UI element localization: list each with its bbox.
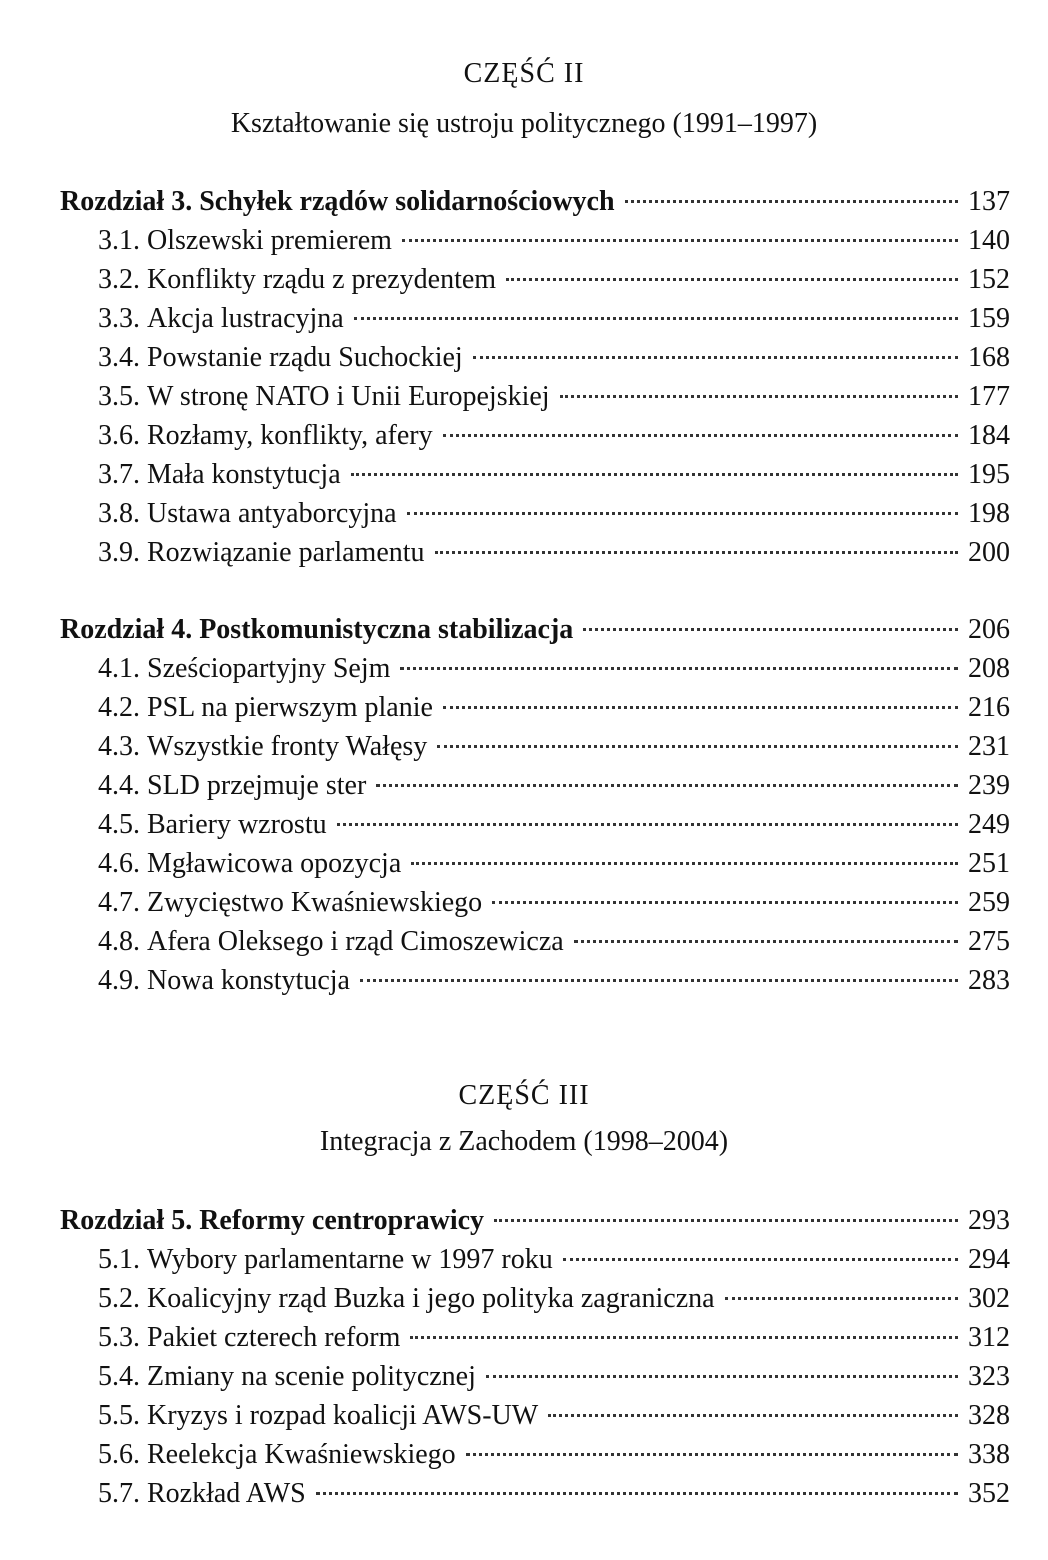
page-number: 302 [968,1283,1010,1314]
part-title: CZĘŚĆ II [463,58,585,89]
page-number: 206 [968,614,1010,645]
dot-leader [354,317,958,320]
dot-leader [360,979,958,982]
dot-leader [506,278,958,281]
dot-leader [563,1258,958,1261]
section-number: 3.6. [98,420,140,451]
section-title: Zmiany na scenie politycznej [147,1361,476,1392]
section-number: 5.3. [98,1322,140,1353]
page-number: 216 [968,692,1010,723]
section-number: 4.1. [98,653,140,684]
section-number: 3.5. [98,381,140,412]
dot-leader [583,628,958,631]
section-title: SLD przejmuje ster [147,770,367,801]
section-number: 4.5. [98,809,140,840]
toc-section-row[interactable] [98,806,1010,844]
toc-section-row[interactable] [98,1241,1010,1279]
page-number: 168 [968,342,1010,373]
page-number: 195 [968,459,1010,490]
dot-leader [492,901,958,904]
page-number: 249 [968,809,1010,840]
part-subtitle: Kształtowanie się ustroju politycznego (1991–1997) [230,108,818,139]
dot-leader [437,745,958,748]
section-title: Konflikty rządu z prezydentem [147,264,497,295]
section-title: Rozwiązanie parlamentu [147,537,425,568]
chapter-title: Rozdział 5. Reformy centroprawicy [60,1205,485,1236]
toc-section-row[interactable] [98,845,1010,883]
section-number: 5.5. [98,1400,140,1431]
dot-leader [625,200,958,203]
toc-section-row[interactable] [98,300,1010,338]
section-number: 4.2. [98,692,140,723]
page-number: 251 [968,848,1010,879]
toc-section-row[interactable] [98,1397,1010,1435]
part-subtitle: Integracja z Zachodem (1998–2004) [319,1126,729,1157]
section-number: 3.3. [98,303,140,334]
section-title: Kryzys i rozpad koalicji AWS-UW [147,1400,539,1431]
toc-section-row[interactable] [98,1436,1010,1474]
section-number: 5.6. [98,1439,140,1470]
section-number: 3.4. [98,342,140,373]
toc-section-row[interactable] [98,534,1010,572]
page-number: 137 [968,186,1010,217]
section-number: 3.2. [98,264,140,295]
toc-section-row[interactable] [98,884,1010,922]
section-title: Mała konstytucja [147,459,341,490]
dot-leader [574,940,958,943]
section-number: 3.8. [98,498,140,529]
section-title: W stronę NATO i Unii Europejskiej [147,381,550,412]
dot-leader [407,512,958,515]
toc-section-row[interactable] [98,261,1010,299]
section-title: Bariery wzrostu [147,809,327,840]
section-title: Rozkład AWS [147,1478,306,1509]
dot-leader [560,395,958,398]
page-number: 200 [968,537,1010,568]
toc-section-row[interactable] [98,495,1010,533]
section-title: Ustawa antyaborcyjna [147,498,397,529]
page-number: 338 [968,1439,1010,1470]
dot-leader [486,1375,958,1378]
section-title: Zwycięstwo Kwaśniewskiego [147,887,483,918]
section-title: Koalicyjny rząd Buzka i jego polityka zagraniczna [147,1283,715,1314]
toc-section-row[interactable] [98,923,1010,961]
section-title: Nowa konstytucja [147,965,350,996]
section-title: Wybory parlamentarne w 1997 roku [147,1244,553,1275]
section-title: Pakiet czterech reform [147,1322,401,1353]
page-number: 231 [968,731,1010,762]
section-number: 3.1. [98,225,140,256]
toc-section-row[interactable] [98,378,1010,416]
dot-leader [376,784,958,787]
page-number: 328 [968,1400,1010,1431]
section-number: 4.6. [98,848,140,879]
section-number: 3.9. [98,537,140,568]
dot-leader [316,1492,958,1495]
section-number: 4.8. [98,926,140,957]
section-number: 4.7. [98,887,140,918]
dot-leader [337,823,958,826]
section-title: Powstanie rządu Suchockiej [147,342,463,373]
page-number: 312 [968,1322,1010,1353]
toc-section-row[interactable] [98,1280,1010,1318]
page-number: 259 [968,887,1010,918]
page-number: 294 [968,1244,1010,1275]
dot-leader [466,1453,958,1456]
toc-section-row[interactable] [98,728,1010,766]
page-number: 293 [968,1205,1010,1236]
toc-section-row[interactable] [98,339,1010,377]
toc-section-row[interactable] [98,689,1010,727]
section-title: Wszystkie fronty Wałęsy [147,731,428,762]
toc-section-row[interactable] [98,650,1010,688]
section-number: 5.2. [98,1283,140,1314]
page-number: 152 [968,264,1010,295]
dot-leader [725,1297,958,1300]
section-title: Mgławicowa opozycja [147,848,402,879]
page-number: 159 [968,303,1010,334]
section-number: 5.1. [98,1244,140,1275]
page-number: 323 [968,1361,1010,1392]
toc-chapter-row[interactable] [60,1202,1010,1240]
toc-section-row[interactable] [98,417,1010,455]
section-title: Rozłamy, konflikty, afery [147,420,433,451]
chapter-title: Rozdział 4. Postkomunistyczna stabilizacja [60,614,574,645]
section-title: Afera Oleksego i rząd Cimoszewicza [147,926,564,957]
dot-leader [435,551,958,554]
section-title: Reelekcja Kwaśniewskiego [147,1439,456,1470]
toc-section-row[interactable] [98,456,1010,494]
section-number: 5.4. [98,1361,140,1392]
page-number: 208 [968,653,1010,684]
section-title: PSL na pierwszym planie [147,692,433,723]
dot-leader [402,239,958,242]
chapter-title: Rozdział 3. Schyłek rządów solidarnościowych [60,186,615,217]
dot-leader [548,1414,958,1417]
section-title: Akcja lustracyjna [147,303,344,334]
page-number: 177 [968,381,1010,412]
section-number: 5.7. [98,1478,140,1509]
dot-leader [351,473,958,476]
toc-section-row[interactable] [98,1358,1010,1396]
dot-leader [443,706,958,709]
section-number: 4.4. [98,770,140,801]
page-number: 352 [968,1478,1010,1509]
toc-section-row[interactable] [98,962,1010,1000]
dot-leader [473,356,958,359]
dot-leader [400,667,958,670]
dot-leader [443,434,958,437]
toc-section-row[interactable] [98,222,1010,260]
section-number: 4.9. [98,965,140,996]
toc-chapter-row[interactable] [60,611,1010,649]
dot-leader [410,1336,958,1339]
page-number: 198 [968,498,1010,529]
toc-section-row[interactable] [98,1319,1010,1357]
page-number: 275 [968,926,1010,957]
dot-leader [411,862,958,865]
page-number: 140 [968,225,1010,256]
section-number: 3.7. [98,459,140,490]
part-title: CZĘŚĆ III [458,1080,590,1111]
toc-chapter-row[interactable] [60,183,1010,221]
page-number: 239 [968,770,1010,801]
toc-section-row[interactable] [98,1475,1010,1513]
section-number: 4.3. [98,731,140,762]
dot-leader [494,1219,958,1222]
section-title: Sześciopartyjny Sejm [147,653,391,684]
section-title: Olszewski premierem [147,225,392,256]
toc-section-row[interactable] [98,767,1010,805]
page-number: 283 [968,965,1010,996]
page-number: 184 [968,420,1010,451]
